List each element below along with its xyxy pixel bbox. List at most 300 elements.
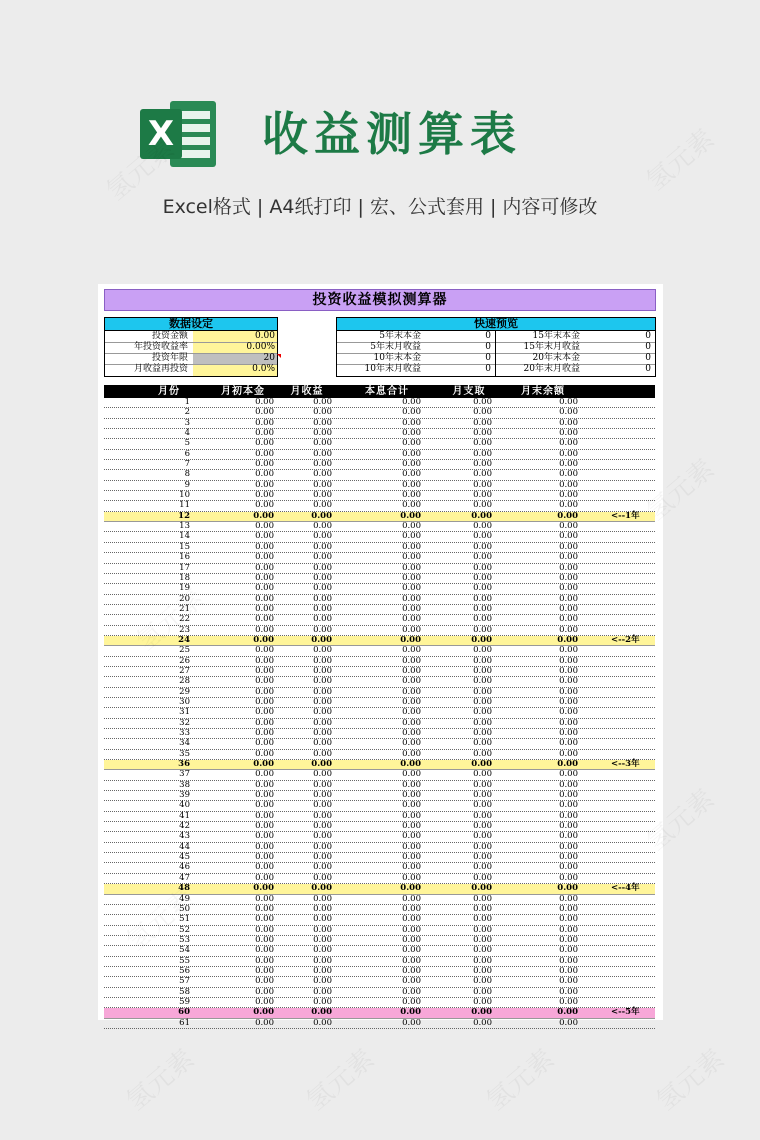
cell-end-balance: 0.00 [557, 510, 578, 521]
cell-total: 0.00 [402, 521, 421, 532]
cell-total: 0.00 [402, 490, 421, 501]
watermark-text [117, 1039, 201, 1117]
cell-total: 0.00 [402, 448, 421, 459]
cell-start-principal: 0.00 [255, 893, 274, 904]
cell-month: 51 [179, 914, 190, 925]
cell-end-balance: 0.00 [559, 583, 578, 594]
cell-start-principal: 0.00 [255, 986, 274, 997]
preview-header: 快速预览 [337, 318, 655, 331]
year-marker: <--4年 [611, 883, 640, 894]
cell-month: 52 [179, 924, 190, 935]
cell-end-balance: 0.00 [559, 614, 578, 625]
cell-monthly-income: 0.00 [313, 407, 332, 418]
cell-total: 0.00 [400, 510, 421, 521]
cell-monthly-income: 0.00 [313, 748, 332, 759]
cell-total: 0.00 [402, 614, 421, 625]
col-end-balance: 月末余额 [521, 386, 565, 397]
cell-total: 0.00 [402, 479, 421, 490]
cell-monthly-income: 0.00 [313, 645, 332, 656]
cell-withdraw: 0.00 [473, 645, 492, 656]
cell-start-principal: 0.00 [255, 996, 274, 1007]
cell-month: 34 [179, 738, 190, 749]
cell-month: 20 [179, 593, 190, 604]
cell-total: 0.00 [402, 821, 421, 832]
cell-month: 4 [184, 428, 190, 439]
cell-monthly-income: 0.00 [313, 821, 332, 832]
year-marker: <--2年 [611, 634, 640, 645]
cell-start-principal: 0.00 [255, 717, 274, 728]
table-row [104, 1019, 655, 1029]
col-monthly-income: 月收益 [290, 386, 324, 397]
cell-start-principal: 0.00 [255, 572, 274, 583]
col-month: 月份 [158, 386, 180, 397]
cell-month: 49 [179, 893, 190, 904]
cell-month: 6 [184, 448, 190, 459]
cell-start-principal: 0.00 [255, 469, 274, 480]
cell-withdraw: 0.00 [473, 707, 492, 718]
cell-withdraw: 0.00 [473, 852, 492, 863]
cell-end-balance: 0.00 [559, 572, 578, 583]
cell-start-principal: 0.00 [255, 841, 274, 852]
cell-month: 48 [178, 883, 190, 894]
table-body [104, 398, 655, 1029]
cell-monthly-income: 0.00 [313, 500, 332, 511]
cell-monthly-income: 0.00 [313, 924, 332, 935]
cell-start-principal: 0.00 [255, 676, 274, 687]
cell-start-principal: 0.00 [255, 438, 274, 449]
cell-withdraw: 0.00 [473, 728, 492, 738]
cell-start-principal: 0.00 [255, 821, 274, 832]
cell-monthly-income: 0.00 [313, 490, 332, 501]
cell-start-principal: 0.00 [255, 428, 274, 439]
cell-month: 16 [179, 552, 190, 563]
cell-withdraw: 0.00 [473, 779, 492, 790]
cell-monthly-income: 0.00 [313, 541, 332, 552]
cell-withdraw: 0.00 [473, 531, 492, 542]
hero-banner [0, 0, 760, 270]
cell-withdraw: 0.00 [473, 872, 492, 883]
cell-end-balance: 0.00 [559, 624, 578, 635]
cell-total: 0.00 [402, 769, 421, 780]
cell-start-principal: 0.00 [255, 665, 274, 676]
cell-total: 0.00 [400, 1007, 421, 1018]
cell-monthly-income: 0.00 [313, 665, 332, 676]
cell-month: 40 [179, 800, 190, 811]
cell-end-balance: 0.00 [559, 407, 578, 418]
preview-panel [336, 317, 656, 377]
cell-month: 7 [184, 459, 190, 470]
cell-withdraw: 0.00 [473, 459, 492, 470]
table-row [104, 615, 655, 625]
cell-monthly-income: 0.00 [313, 417, 332, 428]
cell-withdraw: 0.00 [473, 521, 492, 532]
cell-total: 0.00 [402, 707, 421, 718]
cell-end-balance: 0.00 [559, 448, 578, 459]
cell-monthly-income: 0.00 [313, 593, 332, 604]
cell-end-balance: 0.00 [559, 655, 578, 666]
cell-start-principal: 0.00 [253, 510, 274, 521]
cell-end-balance: 0.00 [559, 748, 578, 759]
cell-monthly-income: 0.00 [313, 459, 332, 470]
cell-total: 0.00 [402, 872, 421, 883]
cell-withdraw: 0.00 [473, 748, 492, 759]
preview-label: 5年末本金 [379, 331, 421, 341]
cell-start-principal: 0.00 [255, 407, 274, 418]
cell-start-principal: 0.00 [255, 728, 274, 738]
cell-monthly-income: 0.00 [313, 862, 332, 873]
cell-monthly-income: 0.00 [313, 624, 332, 635]
cell-total: 0.00 [402, 655, 421, 666]
cell-monthly-income: 0.00 [313, 603, 332, 614]
cell-withdraw: 0.00 [473, 924, 492, 935]
cell-end-balance: 0.00 [559, 479, 578, 490]
cell-monthly-income: 0.00 [313, 448, 332, 459]
cell-withdraw: 0.00 [473, 800, 492, 811]
cell-end-balance: 0.00 [557, 634, 578, 645]
cell-month: 17 [179, 562, 190, 573]
preview-value: 0 [485, 331, 491, 341]
cell-month: 28 [179, 676, 190, 687]
cell-end-balance: 0.00 [559, 490, 578, 501]
cell-month: 35 [179, 748, 190, 759]
cell-total: 0.00 [402, 469, 421, 480]
sheet-title: 投资收益模拟测算器 [104, 289, 656, 311]
cell-total: 0.00 [402, 572, 421, 583]
cell-month: 33 [179, 728, 190, 738]
cell-start-principal: 0.00 [255, 945, 274, 956]
cell-end-balance: 0.00 [559, 903, 578, 914]
cell-end-balance: 0.00 [559, 893, 578, 904]
cell-end-balance: 0.00 [559, 593, 578, 604]
cell-monthly-income: 0.00 [311, 759, 332, 770]
cell-start-principal: 0.00 [255, 790, 274, 801]
cell-withdraw: 0.00 [473, 562, 492, 573]
cell-monthly-income: 0.00 [313, 831, 332, 842]
settings-header: 数据设定 [105, 318, 277, 331]
cell-withdraw: 0.00 [473, 552, 492, 563]
cell-total: 0.00 [402, 624, 421, 635]
cell-monthly-income: 0.00 [313, 696, 332, 707]
cell-end-balance: 0.00 [559, 397, 578, 407]
cell-withdraw: 0.00 [473, 665, 492, 676]
cell-month: 21 [179, 603, 190, 614]
cell-end-balance: 0.00 [559, 872, 578, 883]
cell-month: 30 [179, 696, 190, 707]
cell-withdraw: 0.00 [471, 510, 492, 521]
cell-withdraw: 0.00 [473, 717, 492, 728]
cell-start-principal: 0.00 [255, 500, 274, 511]
cell-monthly-income: 0.00 [313, 852, 332, 863]
cell-end-balance: 0.00 [559, 717, 578, 728]
cell-monthly-income: 0.00 [313, 428, 332, 439]
cell-month: 54 [179, 945, 190, 956]
cell-withdraw: 0.00 [473, 469, 492, 480]
setting-value[interactable]: 0.0% [252, 364, 275, 374]
cell-month: 26 [179, 655, 190, 666]
cell-withdraw: 0.00 [473, 790, 492, 801]
cell-start-principal: 0.00 [255, 603, 274, 614]
cell-month: 18 [179, 572, 190, 583]
cell-total: 0.00 [402, 562, 421, 573]
settings-panel [104, 317, 278, 377]
cell-start-principal: 0.00 [255, 707, 274, 718]
cell-total: 0.00 [400, 634, 421, 645]
cell-month: 13 [179, 521, 190, 532]
cell-start-principal: 0.00 [255, 748, 274, 759]
cell-withdraw: 0.00 [473, 831, 492, 842]
cell-start-principal: 0.00 [255, 479, 274, 490]
cell-withdraw: 0.00 [473, 965, 492, 976]
watermark-text [297, 1039, 381, 1117]
cell-withdraw: 0.00 [471, 883, 492, 894]
cell-start-principal: 0.00 [255, 800, 274, 811]
cell-monthly-income: 0.00 [313, 552, 332, 563]
cell-total: 0.00 [402, 810, 421, 821]
setting-label: 年投资收益率 [133, 342, 188, 352]
cell-month: 42 [179, 821, 190, 832]
cell-withdraw: 0.00 [473, 614, 492, 625]
cell-end-balance: 0.00 [559, 645, 578, 656]
cell-end-balance: 0.00 [559, 821, 578, 832]
cell-total: 0.00 [402, 428, 421, 439]
table-row [104, 946, 655, 956]
cell-total: 0.00 [402, 728, 421, 738]
cell-total: 0.00 [402, 500, 421, 511]
cell-total: 0.00 [402, 531, 421, 542]
cell-end-balance: 0.00 [559, 728, 578, 738]
cell-month: 47 [179, 872, 190, 883]
preview-value: 0 [485, 353, 491, 363]
cell-end-balance: 0.00 [559, 696, 578, 707]
cell-month: 32 [179, 717, 190, 728]
cell-total: 0.00 [402, 965, 421, 976]
cell-start-principal: 0.00 [255, 645, 274, 656]
cell-total: 0.00 [402, 717, 421, 728]
cell-withdraw: 0.00 [473, 490, 492, 501]
cell-end-balance: 0.00 [559, 976, 578, 987]
setting-value[interactable]: 0.00 [254, 331, 275, 341]
cell-end-balance: 0.00 [559, 779, 578, 790]
cell-start-principal: 0.00 [255, 769, 274, 780]
preview-label: 10年末本金 [373, 353, 421, 363]
cell-month: 10 [179, 490, 190, 501]
cell-monthly-income: 0.00 [313, 562, 332, 573]
cell-end-balance: 0.00 [559, 541, 578, 552]
cell-monthly-income: 0.00 [313, 872, 332, 883]
cell-total: 0.00 [402, 986, 421, 997]
cell-monthly-income: 0.00 [313, 479, 332, 490]
cell-month: 45 [179, 852, 190, 863]
preview-label: 10年末月收益 [364, 364, 421, 374]
cell-monthly-income: 0.00 [313, 841, 332, 852]
cell-withdraw: 0.00 [471, 634, 492, 645]
cell-total: 0.00 [402, 696, 421, 707]
cell-start-principal: 0.00 [255, 934, 274, 945]
cell-month: 27 [179, 665, 190, 676]
preview-value: 0 [645, 364, 651, 374]
cell-start-principal: 0.00 [255, 541, 274, 552]
cell-monthly-income: 0.00 [313, 810, 332, 821]
cell-monthly-income: 0.00 [313, 469, 332, 480]
cell-month: 23 [179, 624, 190, 635]
cell-withdraw: 0.00 [473, 810, 492, 821]
cell-end-balance: 0.00 [557, 1007, 578, 1018]
cell-end-balance: 0.00 [559, 738, 578, 749]
cell-withdraw: 0.00 [473, 479, 492, 490]
cell-start-principal: 0.00 [255, 903, 274, 914]
cell-start-principal: 0.00 [253, 634, 274, 645]
cell-withdraw: 0.00 [471, 759, 492, 770]
cell-start-principal: 0.00 [255, 459, 274, 470]
preview-value: 0 [645, 353, 651, 363]
cell-start-principal: 0.00 [255, 686, 274, 697]
cell-start-principal: 0.00 [255, 914, 274, 925]
cell-withdraw: 0.00 [473, 593, 492, 604]
cell-end-balance: 0.00 [559, 665, 578, 676]
cell-month: 44 [179, 841, 190, 852]
cell-total: 0.00 [402, 552, 421, 563]
cell-month: 61 [179, 1017, 190, 1028]
cell-end-balance: 0.00 [559, 469, 578, 480]
cell-month: 14 [179, 531, 190, 542]
cell-month: 50 [179, 903, 190, 914]
cell-withdraw: 0.00 [473, 903, 492, 914]
cell-start-principal: 0.00 [255, 448, 274, 459]
cell-total: 0.00 [402, 934, 421, 945]
cell-withdraw: 0.00 [473, 428, 492, 439]
watermark-text [647, 1039, 731, 1117]
cell-month: 3 [184, 417, 190, 428]
cell-month: 11 [179, 500, 190, 511]
cell-monthly-income: 0.00 [313, 738, 332, 749]
cell-start-principal: 0.00 [255, 490, 274, 501]
cell-total: 0.00 [402, 459, 421, 470]
cell-monthly-income: 0.00 [313, 779, 332, 790]
cell-end-balance: 0.00 [559, 790, 578, 801]
cell-month: 2 [184, 407, 190, 418]
cell-withdraw: 0.00 [473, 448, 492, 459]
cell-monthly-income: 0.00 [313, 1017, 332, 1028]
cell-monthly-income: 0.00 [311, 510, 332, 521]
cell-withdraw: 0.00 [473, 934, 492, 945]
cell-withdraw: 0.00 [473, 862, 492, 873]
cell-end-balance: 0.00 [559, 1017, 578, 1028]
cell-month: 41 [179, 810, 190, 821]
cell-withdraw: 0.00 [473, 769, 492, 780]
cell-total: 0.00 [402, 831, 421, 842]
cell-total: 0.00 [402, 955, 421, 966]
cell-monthly-income: 0.00 [313, 769, 332, 780]
cell-end-balance: 0.00 [559, 945, 578, 956]
cell-total: 0.00 [402, 779, 421, 790]
setting-value[interactable]: 20 [263, 353, 275, 363]
cell-start-principal: 0.00 [253, 1007, 274, 1018]
table-row [104, 584, 655, 594]
cell-total: 0.00 [402, 800, 421, 811]
cell-total: 0.00 [402, 790, 421, 801]
cell-total: 0.00 [402, 862, 421, 873]
cell-month: 53 [179, 934, 190, 945]
cell-end-balance: 0.00 [559, 707, 578, 718]
cell-monthly-income: 0.00 [313, 893, 332, 904]
cell-total: 0.00 [402, 593, 421, 604]
cell-start-principal: 0.00 [255, 862, 274, 873]
cell-total: 0.00 [402, 945, 421, 956]
preview-value: 0 [645, 342, 651, 352]
cell-start-principal: 0.00 [255, 924, 274, 935]
cell-withdraw: 0.00 [473, 676, 492, 687]
cell-end-balance: 0.00 [559, 562, 578, 573]
cell-total: 0.00 [402, 417, 421, 428]
cell-total: 0.00 [402, 676, 421, 687]
cell-start-principal: 0.00 [255, 696, 274, 707]
cell-total: 0.00 [400, 759, 421, 770]
cell-total: 0.00 [402, 541, 421, 552]
cell-end-balance: 0.00 [559, 852, 578, 863]
cell-start-principal: 0.00 [255, 417, 274, 428]
cell-withdraw: 0.00 [473, 696, 492, 707]
cell-month: 58 [179, 986, 190, 997]
cell-month: 8 [184, 469, 190, 480]
cell-month: 25 [179, 645, 190, 656]
table-row [104, 553, 655, 563]
cell-monthly-income: 0.00 [311, 634, 332, 645]
cell-start-principal: 0.00 [255, 531, 274, 542]
cell-withdraw: 0.00 [473, 583, 492, 594]
cell-start-principal: 0.00 [255, 976, 274, 987]
cell-total: 0.00 [402, 996, 421, 1007]
cell-monthly-income: 0.00 [313, 965, 332, 976]
cell-month: 57 [179, 976, 190, 987]
page-subtitle: Excel格式 | A4纸打印 | 宏、公式套用 | 内容可修改 [162, 196, 598, 218]
cell-month: 60 [178, 1007, 190, 1018]
cell-withdraw: 0.00 [471, 1007, 492, 1018]
cell-end-balance: 0.00 [559, 676, 578, 687]
cell-total: 0.00 [402, 407, 421, 418]
cell-withdraw: 0.00 [473, 955, 492, 966]
cell-monthly-income: 0.00 [313, 717, 332, 728]
cell-end-balance: 0.00 [559, 686, 578, 697]
cell-monthly-income: 0.00 [313, 800, 332, 811]
cell-withdraw: 0.00 [473, 417, 492, 428]
cell-end-balance: 0.00 [559, 521, 578, 532]
cell-monthly-income: 0.00 [313, 521, 332, 532]
cell-month: 55 [179, 955, 190, 966]
cell-monthly-income: 0.00 [313, 397, 332, 407]
cell-monthly-income: 0.00 [313, 728, 332, 738]
cell-month: 31 [179, 707, 190, 718]
cell-total: 0.00 [400, 883, 421, 894]
cell-monthly-income: 0.00 [313, 438, 332, 449]
cell-start-principal: 0.00 [255, 1017, 274, 1028]
cell-total: 0.00 [402, 645, 421, 656]
cell-month: 15 [179, 541, 190, 552]
preview-label: 15年末月收益 [523, 342, 580, 352]
page-title: 收益测算表 [262, 107, 522, 161]
cell-withdraw: 0.00 [473, 438, 492, 449]
setting-value[interactable]: 0.00% [246, 342, 275, 352]
year-marker: <--3年 [611, 759, 640, 770]
cell-withdraw: 0.00 [473, 821, 492, 832]
cell-end-balance: 0.00 [557, 759, 578, 770]
cell-end-balance: 0.00 [559, 459, 578, 470]
cell-start-principal: 0.00 [255, 655, 274, 666]
cell-month: 5 [184, 438, 190, 449]
setting-label: 月收益再投资 [133, 364, 188, 374]
cell-end-balance: 0.00 [559, 934, 578, 945]
cell-withdraw: 0.00 [473, 738, 492, 749]
cell-withdraw: 0.00 [473, 945, 492, 956]
